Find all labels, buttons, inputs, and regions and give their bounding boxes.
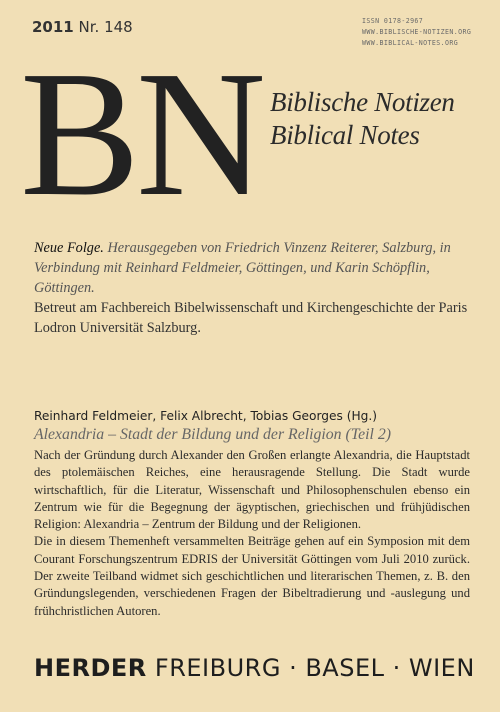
description-paragraph-1: Nach der Gründung durch Alexander den Großen erlangte Alexandria, die Hauptstadt des ptolemäischen Reiches, eine herausragende Stellung. Die Stadt wurde wirtschaftlich, für die Literatur, Wissenschaft und Philosophenschulen ebenso ein Zentrum wie für die Begegnung der ägyptischen, griechischen und frühjüdischen Religion: Alexandria – Zentrum der Bildung und der Religionen.: [34, 448, 470, 532]
issue-number: Nr. 148: [78, 18, 133, 36]
editorial-intro: [34, 238, 484, 338]
journal-title-german: Biblische Notizen: [270, 87, 455, 117]
issn: ISSN 0178-2967: [362, 17, 424, 25]
series-label: Neue Folge.: [34, 240, 104, 256]
description-paragraph-2: Die in diesem Themenheft versammelten Beiträge gehen auf ein Symposion mit dem Courant Forschungszentrum EDRIS der Universität Göttingen vom Juli 2010 zurück. Der zweite Teilband widmet sich geschichtlichen und literarischen Themen, z. B. den Gründungslegenden, verschiedenen Fragen der Bibeltradierung und -auslegung und frühchristlichen Autoren.: [34, 534, 470, 618]
journal-title-english: Biblical Notes: [270, 120, 420, 150]
url-english[interactable]: WWW.BIBLICAL-NOTES.ORG: [362, 39, 459, 47]
url-german[interactable]: WWW.BIBLISCHE-NOTIZEN.ORG: [362, 28, 472, 36]
publisher-line: [34, 654, 475, 682]
editors-statement: Herausgegeben von Friedrich Vinzenz Reiterer, Salzburg, in Verbindung mit Reinhard Feldmeier, Göttingen, und Karin Schöpflin, Göttingen.: [34, 240, 451, 296]
volume-authors: Reinhard Feldmeier, Felix Albrecht, Tobias Georges (Hg.): [34, 409, 378, 423]
year: 2011: [32, 18, 74, 36]
institution-statement: Betreut am Fachbereich Bibelwissenschaft und Kirchengeschichte der Paris Lodron Universität Salzburg.: [34, 300, 468, 336]
bn-logo: BN: [20, 34, 263, 233]
volume-title: Alexandria – Stadt der Bildung und der Religion (Teil 2): [34, 426, 392, 443]
publisher-cities: FREIBURG · BASEL · WIEN: [154, 654, 475, 682]
publisher-name: HERDER: [34, 654, 147, 682]
volume-description: [34, 447, 470, 620]
journal-titles: [270, 86, 455, 152]
issn-block: [362, 16, 471, 49]
